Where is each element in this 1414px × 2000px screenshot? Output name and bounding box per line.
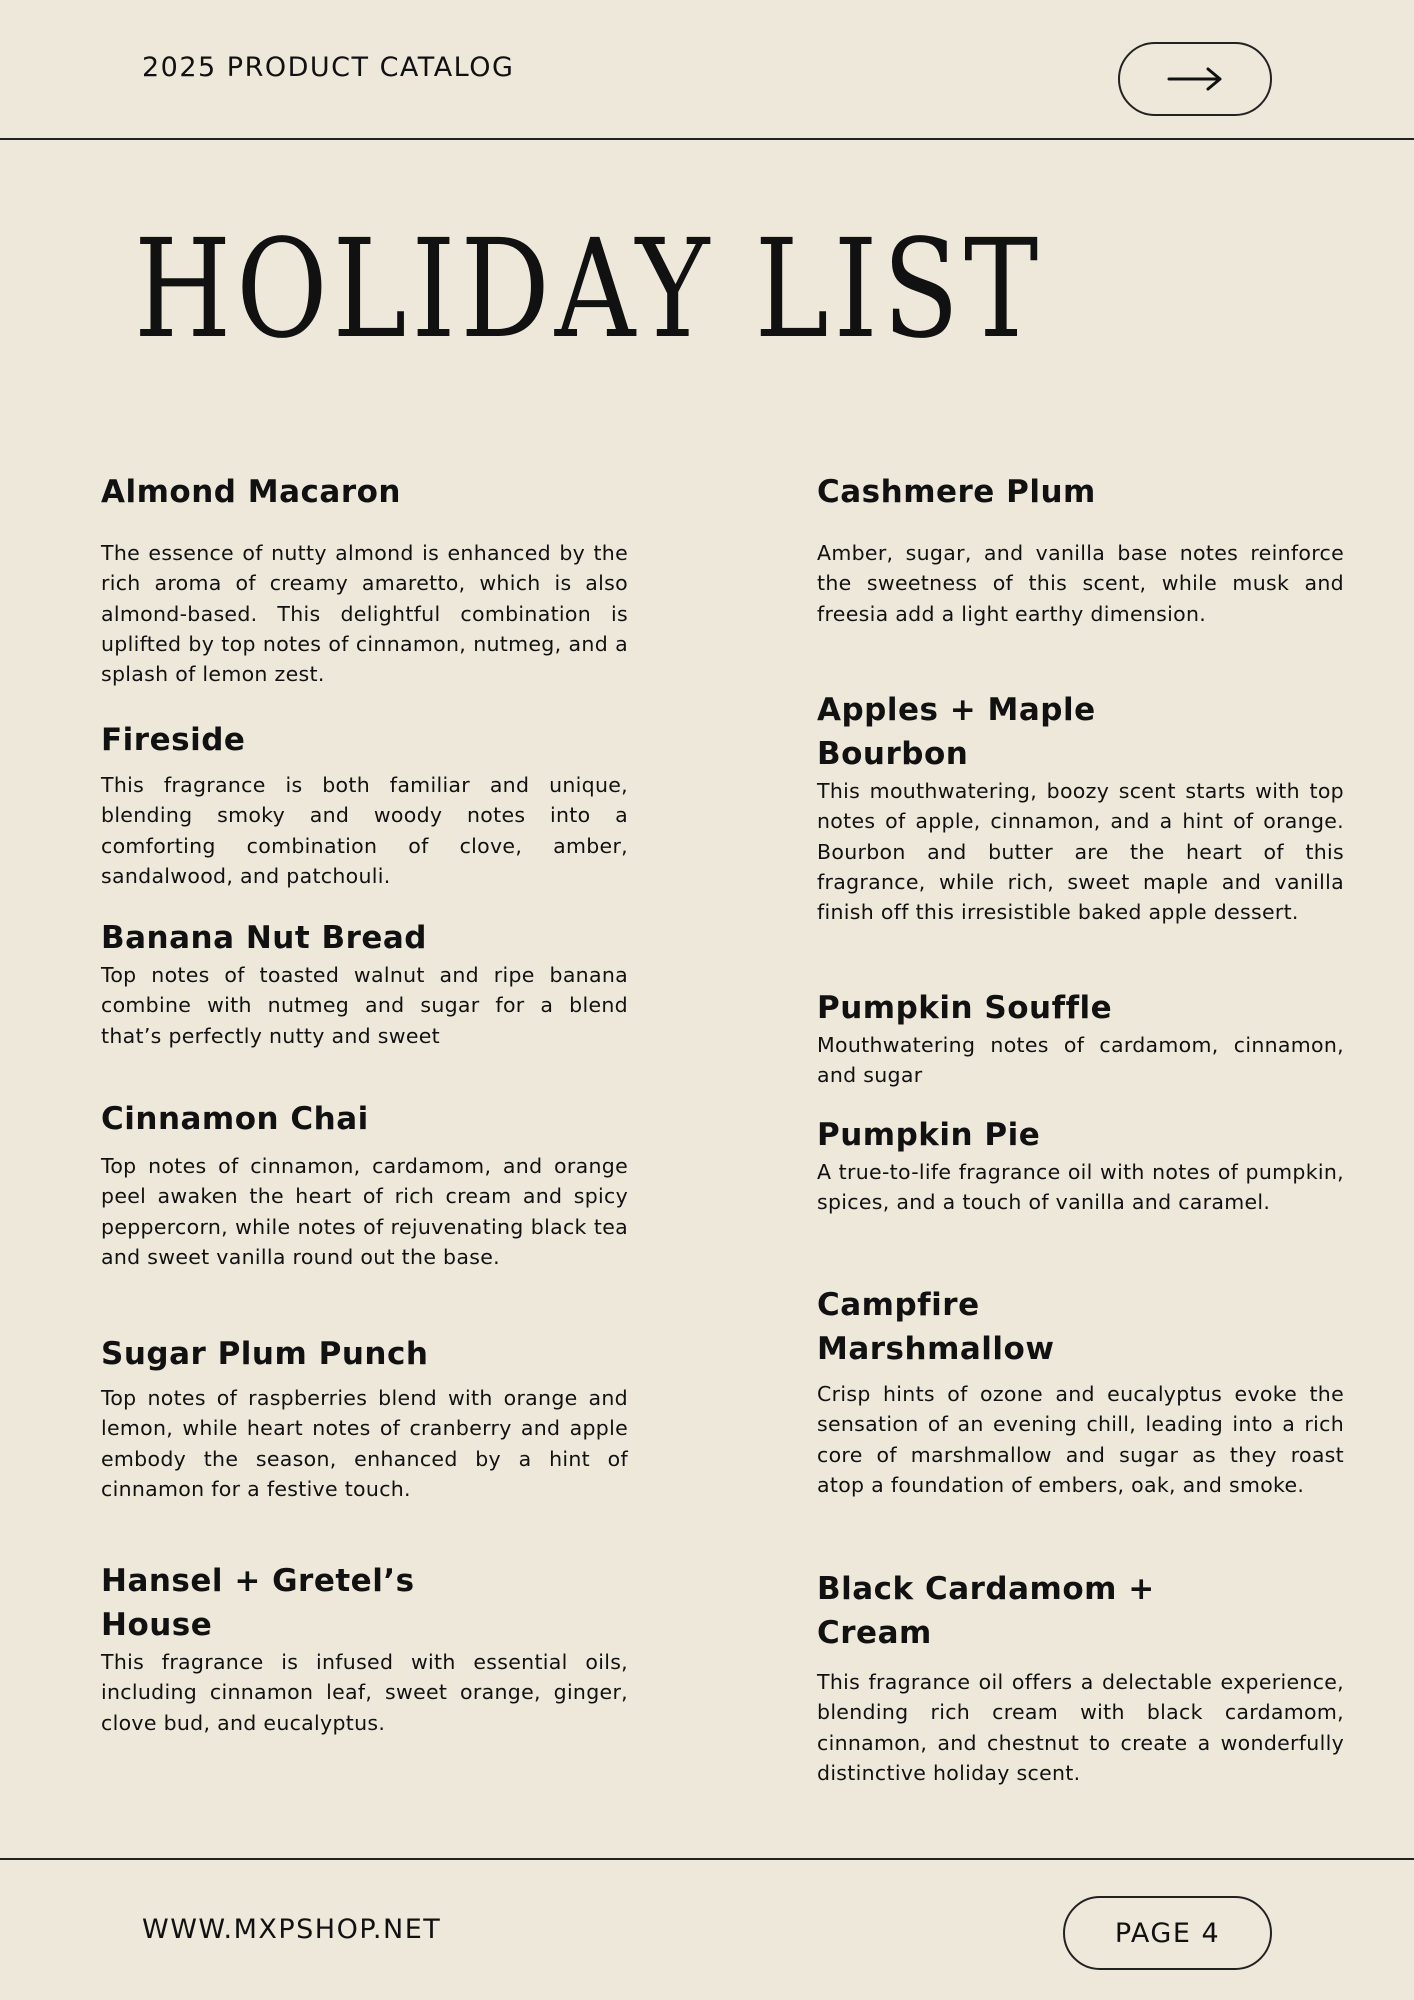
product-description: Mouthwatering notes of cardamom, cinnamon, and sugar <box>817 1033 1344 1088</box>
product-column-right <box>817 470 1344 1788</box>
product-column-left <box>101 470 628 1738</box>
product-name: Cinnamon Chai <box>101 1101 369 1137</box>
product-name: Cashmere Plum <box>817 474 1096 510</box>
product-description: The essence of nutty almond is enhanced by the rich aroma of creamy amaretto, which is also almond-based. This delightful combination is uplifted by top notes of cinnamon, nutmeg, and a splash of lemon zest. <box>101 541 628 687</box>
product-description: This fragrance is both familiar and unique, blending smoky and woody notes into a comforting combination of clove, amber, sandalwood, and patchouli. <box>101 773 628 888</box>
next-page-button[interactable] <box>1118 42 1272 116</box>
product-description: This fragrance oil offers a delectable experience, blending rich cream with black cardamom, cinnamon, and chestnut to create a wonderfully distinctive holiday scent. <box>817 1670 1344 1785</box>
product-name: Apples + Maple Bourbon <box>817 692 1096 772</box>
product-description: This mouthwatering, boozy scent starts with top notes of apple, cinnamon, and a hint of orange. Bourbon and butter are the heart of this fragrance, while rich, sweet maple and vanilla finish off this irresistible baked apple dessert. <box>817 779 1344 925</box>
product-name: Almond Macaron <box>101 474 401 510</box>
product-item <box>101 1559 628 1738</box>
product-name: Banana Nut Bread <box>101 920 427 956</box>
product-description: A true-to-life fragrance oil with notes of pumpkin, spices, and a touch of vanilla and caramel. <box>817 1160 1344 1215</box>
page-title: HOLIDAY LIST <box>134 211 1044 369</box>
product-item <box>817 1113 1344 1283</box>
product-item <box>101 1097 628 1332</box>
product-description: Top notes of cinnamon, cardamom, and orange peel awaken the heart of rich cream and spicy peppercorn, while notes of rejuvenating black tea and sweet vanilla round out the base. <box>101 1154 628 1269</box>
page-header <box>0 0 1414 140</box>
page-number-badge <box>1063 1896 1272 1970</box>
product-name: Campfire Marshmallow <box>817 1287 1055 1367</box>
product-item <box>817 986 1344 1113</box>
product-name: Sugar Plum Punch <box>101 1336 429 1372</box>
product-description: Top notes of toasted walnut and ripe banana combine with nutmeg and sugar for a blend that’s perfectly nutty and sweet <box>101 963 628 1048</box>
product-description: Amber, sugar, and vanilla base notes reinforce the sweetness of this scent, while musk and freesia add a light earthy dimension. <box>817 541 1344 626</box>
catalog-label: 2025 PRODUCT CATALOG <box>142 52 515 83</box>
product-name: Black Cardamom + Cream <box>817 1571 1155 1651</box>
product-item <box>817 470 1344 688</box>
page-footer <box>0 1858 1414 2000</box>
page-number-label: PAGE 4 <box>1114 1917 1221 1949</box>
product-name: Pumpkin Pie <box>817 1117 1041 1153</box>
product-item <box>817 1567 1344 1788</box>
product-item <box>101 718 628 916</box>
product-item <box>817 688 1344 986</box>
product-description: Crisp hints of ozone and eucalyptus evoke the sensation of an evening chill, leading into a rich core of marshmallow and sugar as they roast atop a foundation of embers, oak, and smoke. <box>817 1382 1344 1497</box>
product-name: Hansel + Gretel’s House <box>101 1563 415 1643</box>
product-item <box>101 470 628 718</box>
product-name: Fireside <box>101 722 246 758</box>
product-item <box>101 1332 628 1559</box>
product-name: Pumpkin Souffle <box>817 990 1113 1026</box>
website-link[interactable]: WWW.MXPSHOP.NET <box>142 1914 442 1945</box>
arrow-right-icon <box>1167 67 1223 91</box>
product-description: This fragrance is infused with essential oils, including cinnamon leaf, sweet orange, ginger, clove bud, and eucalyptus. <box>101 1650 628 1735</box>
product-item <box>101 916 628 1097</box>
product-item <box>817 1283 1344 1567</box>
product-description: Top notes of raspberries blend with orange and lemon, while heart notes of cranberry and apple embody the season, enhanced by a hint of cinnamon for a festive touch. <box>101 1386 628 1501</box>
